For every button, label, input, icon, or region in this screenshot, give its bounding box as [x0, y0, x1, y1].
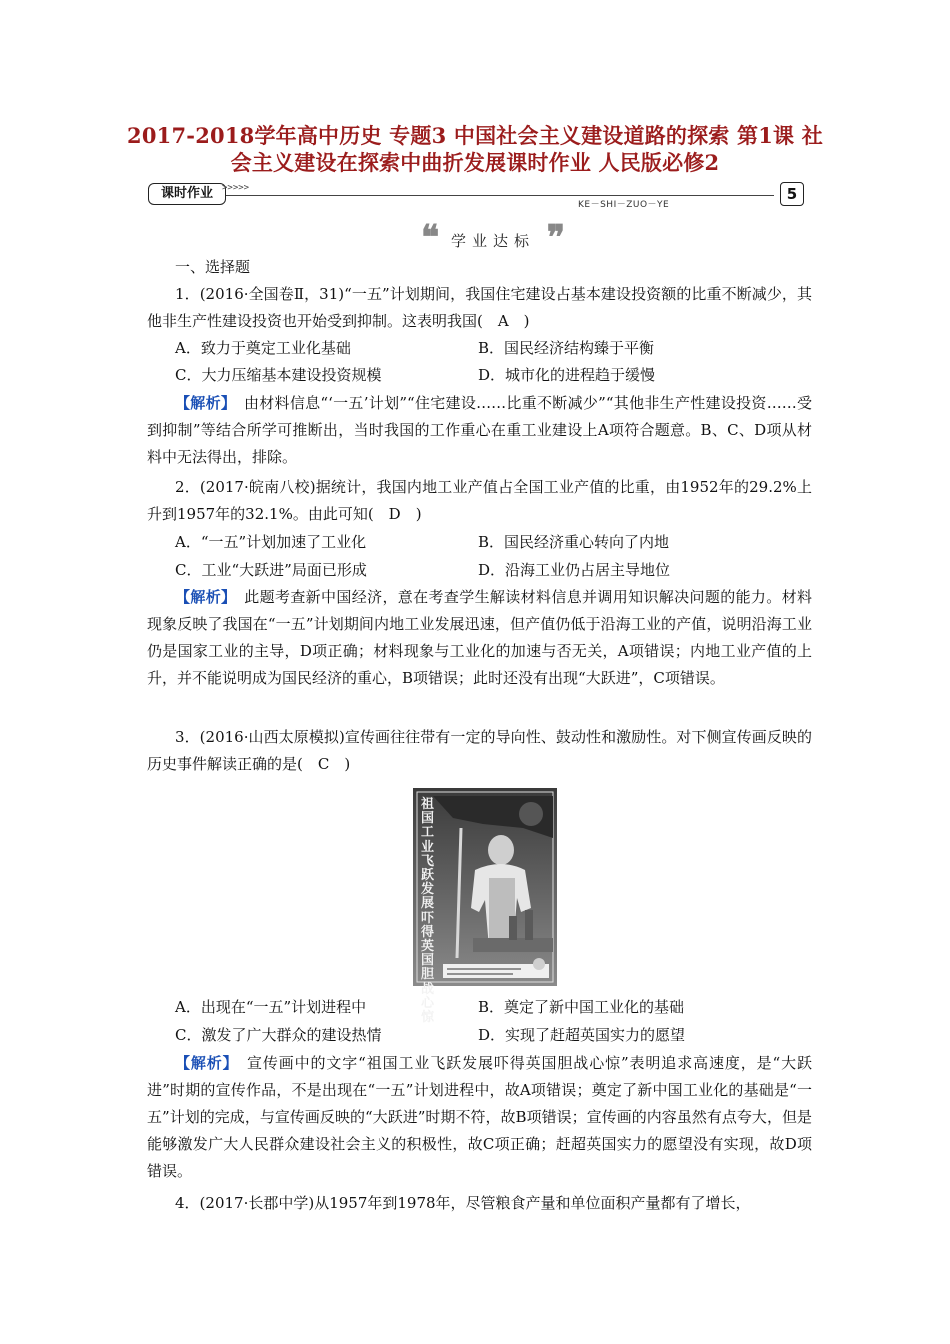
question-3-stem: 3．(2016·山西太原模拟)宣传画往往带有一定的导向性、鼓动性和激励性。对下侧宣传画反映的历史事件解读正确的是( C )	[147, 728, 812, 773]
q1-option-c: C．大力压缩基本建设投资规模	[175, 366, 382, 384]
banner-tag: 课时作业	[148, 183, 226, 205]
q1-explanation	[147, 390, 812, 471]
q3-explanation-text: 宣传画中的文字“祖国工业飞跃发展吓得英国胆战心惊”表明追求高速度，是“大跃进”时期的宣传作品，不是出现在“一五”计划进程中，故A项错误；奠定了新中国工业化的基础是“一五”计划的完成，与宣传画反映的“大跃进”时期不符，故B项错误；宣传画的内容虽然有点夸大，但是能够激发广大人民群众建设社会主义的积极性，故C项正确；赶超英国实力的愿望没有实现，故D项错误。	[147, 1054, 812, 1180]
question-4-stem: 4．(2017·长郡中学)从1957年到1978年，尽管粮食产量和单位面积产量都有了增长，	[175, 1194, 751, 1212]
q2-explanation-text: 此题考查新中国经济，意在考查学生解读材料信息并调用知识解决问题的能力。材料现象反映了我国在“一五”计划期间内地工业发展迅速，但产值仍低于沿海工业的产值，说明沿海工业仍是国家工业的主导，D项正确；材料现象与工业化的加速与否无关，A项错误；内地工业产值的上升，并不能说明成为国民经济的重心，B项错误；此时还没有出现“大跃进”，C项错误。	[147, 588, 812, 687]
close-quote-icon: ❞	[546, 218, 565, 258]
q2-option-a: A．“一五”计划加速了工业化	[175, 533, 367, 551]
q3-option-d: D．实现了赶超英国实力的愿望	[478, 1026, 686, 1044]
q1-option-b: B．国民经济结构臻于平衡	[478, 339, 655, 357]
q2-option-c: C．工业“大跃进”局面已形成	[175, 561, 367, 579]
question-1-stem: 1．(2016·全国卷Ⅱ，31)“一五”计划期间，我国住宅建设占基本建设投资额的比重不断减少，其他非生产性建设投资也开始受到抑制。这表明我国( A )	[147, 285, 812, 330]
q2-option-d: D．沿海工业仍占居主导地位	[478, 561, 671, 579]
q1-option-d: D．城市化的进程趋于缓慢	[478, 366, 656, 384]
open-quote-icon: ❝	[421, 218, 440, 258]
q2-explanation	[147, 584, 812, 692]
q3-option-c: C．激发了广大群众的建设热情	[175, 1026, 382, 1044]
explanation-label: 【解析】	[175, 1054, 232, 1072]
banner-arrows: >>>>>	[222, 183, 250, 193]
q1-option-a: A．致力于奠定工业化基础	[175, 339, 351, 357]
q3-option-b: B．奠定了新中国工业化的基础	[478, 998, 685, 1016]
document-title: 2017-2018学年高中历史 专题3 中国社会主义建设道路的探索 第1课 社会主义建设在探索中曲折发展课时作业 人民版必修2	[127, 123, 823, 175]
section-title: 学业达标	[451, 232, 536, 250]
explanation-label: 【解析】	[175, 394, 229, 412]
homework-banner	[148, 178, 804, 208]
explanation-label: 【解析】	[175, 588, 229, 606]
section-heading	[421, 218, 565, 258]
banner-number: 5	[780, 182, 804, 206]
q3-option-a: A．出现在“一五”计划进程中	[175, 998, 367, 1016]
q2-option-b: B．国民经济重心转向了内地	[478, 533, 670, 551]
banner-rule	[226, 195, 774, 196]
part-heading: 一、选择题	[175, 258, 251, 276]
poster-vertical-slogan: 祖国工业飞跃发展吓得英国胆战心惊	[421, 797, 435, 1026]
propaganda-poster-image	[413, 788, 557, 1026]
q1-explanation-text: 由材料信息“‘一五’计划”“住宅建设……比重不断减少”“其他非生产性建设投资……受到抑制”等结合所学可推断出，当时我国的工作重心在重工业建设上A项符合题意。B、C、D项从材料中无法得出，排除。	[147, 394, 812, 466]
question-2-stem: 2．(2017·皖南八校)据统计，我国内地工业产值占全国工业产值的比重，由1952年的29.2%上升到1957年的32.1%。由此可知( D )	[147, 478, 812, 523]
banner-pinyin: KE－SHI－ZUO－YE	[578, 200, 670, 210]
q3-explanation	[147, 1050, 812, 1185]
